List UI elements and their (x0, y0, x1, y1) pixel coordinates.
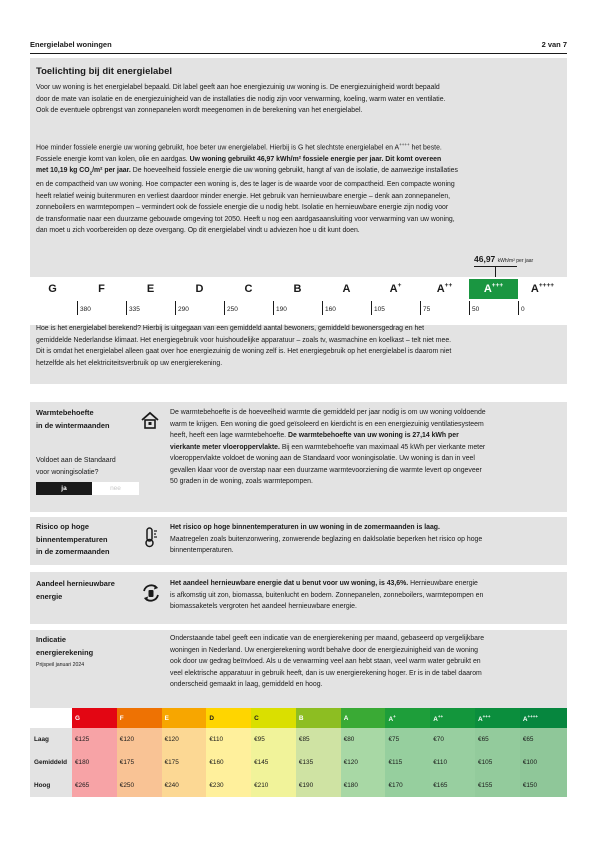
answer-no: nee (92, 482, 139, 495)
scale-threshold: 75 (423, 306, 431, 313)
table-cell: €110 (430, 751, 475, 774)
scale-label-10: A+++ (469, 279, 518, 299)
table-cell: €265 (72, 774, 117, 797)
scale-tick (273, 301, 274, 315)
intro-paragraph-1: Voor uw woning is het energielabel bepaald. Dit label geeft aan hoe energiezuinig uw woning is. De energiezuinigheid wordt bepaald door de mate van isolatie en de energiezuinigheid van de installaties die nodig zijn voor verwarming, koeling, warm water en ventilatie. Ook de eventuele opbrengst van zonnepanelen wordt meegenomen in de berekening van het energielabel. (36, 84, 446, 114)
table-column-header: A++++ (520, 708, 567, 728)
scale-tick (224, 301, 225, 315)
table-cell: €175 (117, 751, 162, 774)
scale-tick (126, 301, 127, 315)
scale-threshold: 105 (374, 306, 385, 313)
explanation-panel (30, 58, 567, 384)
table-cell: €100 (520, 751, 567, 774)
energy-bill-title: Indicatie energierekening (36, 635, 94, 657)
table-cell: €175 (162, 751, 207, 774)
energy-bill-table (30, 708, 567, 797)
scale-label-9: A++ (436, 282, 453, 295)
thermometer-icon (140, 526, 160, 553)
scale-tick (469, 301, 470, 315)
intro-paragraph-2: Hoe minder fossiele energie uw woning gebruikt, hoe beter uw energielabel. Hierbij is G het slechtste energielabel en A++++ het beste. Fossiele energie komt van kolen, olie en aardgas. Uw woning gebruikt 46,97 kWh/m² fossiele energie per jaar. Dit komt overeen met 10,19 kg $CO_2/m^2$ per jaar. De hoeveelheid fossiele energie die uw woning gebruikt, hangt af van de isolatie, de aanwezige installaties en de compactheid van uw woning. Hoe compacter een woning is, des te lager is de waarde voor de compactheid. Een compacte woning heeft relatief weinig buitenmuren en verliest daardoor minder energie. Het gebruik van hernieuwbare energie – denk aan zonnepanelen, zonneboilers en warmtepompen – vermindert ook de fossiele energie die u nodig hebt. Isolatie en hernieuwbare energie zijn nodig voor de transformatie naar een duurzame gebouwde omgeving tot 2050. Heeft u nog een aardgasaansluiting voor verwarming van uw woning, dan moet u zich voorbereiden op deze overgang. Op dit energielabel vindt u adviezen hoe u dit kunt doen. (36, 142, 458, 235)
row-label: Hoog (30, 774, 72, 797)
scale-tick (420, 301, 421, 315)
scale-threshold: 290 (178, 306, 189, 313)
table-cell: €115 (385, 751, 430, 774)
table-cell: €150 (520, 774, 567, 797)
table-cell: €160 (206, 751, 251, 774)
table-column-header: G (72, 708, 117, 728)
table-column-header: C (251, 708, 296, 728)
table-cell: €250 (117, 774, 162, 797)
scale-threshold: 50 (472, 306, 480, 313)
table-column-header: A+++ (475, 708, 520, 728)
standard-question: Voldoet aan de Standaard voor woningisolatie? (36, 457, 116, 476)
answer-yes: ja (36, 482, 92, 495)
table-row (30, 728, 567, 751)
heat-demand-title: Warmtebehoefte in de wintermaanden (36, 408, 110, 430)
page-number: 2 van 7 (541, 40, 567, 49)
table-column-header: E (162, 708, 207, 728)
table-cell: €95 (251, 728, 296, 751)
scale-tick (371, 301, 372, 315)
renewable-energy-description: Het aandeel hernieuwbare energie dat u benut voor uw woning, is 43,6%. Hernieuwbare energie is afkomstig uit zon, biomassa, buitenlucht en bodem. Zonnepanelen, zonneboilers, warmtepompen en biomassaketels vergroten het aandeel hernieuwbare energie. (170, 580, 484, 610)
scale-label-4: D (195, 283, 204, 295)
document-title: Energielabel woningen (30, 40, 112, 49)
table-column-header: A (341, 708, 386, 728)
scale-tick (518, 301, 519, 315)
scale-threshold: 250 (227, 306, 238, 313)
table-cell: €120 (162, 728, 207, 751)
house-heat-icon (140, 410, 160, 435)
table-cell: €110 (206, 728, 251, 751)
energy-use-value: 46,97 kWh/m² per jaar (474, 254, 534, 264)
page-header (30, 40, 567, 49)
scale-threshold: 335 (129, 306, 140, 313)
overheating-risk-description: Het risico op hoge binnentemperaturen in uw woning in de zomermaanden is laag. Maatregelen zoals buitenzonwering, zonwerende beglazing en daklsolatie beperken het risico op hoge binnentemperaturen. (170, 524, 483, 554)
scale-label-1: G (48, 283, 57, 295)
overheating-risk-title: Risico op hoge binnentemperaturen in de zomermaanden (36, 522, 110, 556)
heat-demand-section (30, 402, 567, 512)
table-column-header: B (296, 708, 341, 728)
scale-label-5: C (244, 283, 253, 295)
scale-tick (175, 301, 176, 315)
energy-bill-section (30, 630, 567, 708)
table-cell: €230 (206, 774, 251, 797)
table-cell: €145 (251, 751, 296, 774)
scale-threshold: 190 (276, 306, 287, 313)
standard-answer-toggle (36, 482, 139, 495)
scale-tick (322, 301, 323, 315)
scale-label-6: B (293, 283, 302, 295)
table-cell: €65 (520, 728, 567, 751)
table-cell: €135 (296, 751, 341, 774)
table-cell: €105 (475, 751, 520, 774)
table-row (30, 774, 567, 797)
table-cell: €210 (251, 774, 296, 797)
table-cell: €190 (296, 774, 341, 797)
calculation-paragraph: Hoe is het energielabel berekend? Hierbij is uitgegaan van een gemiddeld aantal bewoners, gemiddeld bewonersgedrag en het gemiddelde Nederlandse klimaat. Het energiegebruik voor huishoudelijke apparatuur – zoals tv, wasmachine en koelkast – telt niet mee. Dit is omdat het energielabel alleen gaat over hoe energiezuinig de woning zelf is. Het energiegebruik op het energielabel is daarom niet hetzelfde als het elektriciteitsverbruik op uw energierekening. (36, 325, 452, 367)
table-cell: €120 (117, 728, 162, 751)
table-cell: €65 (475, 728, 520, 751)
scale-threshold: 0 (521, 306, 525, 313)
table-cell: €85 (296, 728, 341, 751)
scale-label-3: E (146, 283, 155, 295)
table-cell: €165 (430, 774, 475, 797)
row-label: Laag (30, 728, 72, 751)
heat-demand-description: De warmtebehoefte is de hoeveelheid warmte die gemiddeld per jaar nodig is om uw woning voldoende warm te krijgen. Een woning die goed geïsoleerd en kierdicht is en een energiezuinig ventilatiesysteem heeft, heeft een lage warmtebehoefte. De warmtebehoefte van uw woning is 27,14 kWh per vierkante meter vloeroppervlakte. Bij een warmtebehoefte van maximaal 45 kWh per vierkante meter vloeroppervlakte voldoet de woning aan de Standaard voor woningisolatie. Uw woning is dan in veel gevallen klaar voor de overstap naar een duurzame warmtevoorziening die warmte levert op ongeveer 50 graden in de woning, zoals warmtepompen. (170, 409, 486, 485)
scale-tick (77, 301, 78, 315)
header-divider (30, 53, 567, 54)
price-level-note: Prijspeil januari 2024 (36, 662, 85, 668)
table-cell: €155 (475, 774, 520, 797)
scale-threshold: 160 (325, 306, 336, 313)
scale-label-11: A++++ (530, 282, 555, 295)
energy-bill-description: Onderstaande tabel geeft een indicatie van de energierekening per maand, gebaseerd op vergelijkbare woningen in Nederland. Uw energierekening wordt behalve door de energiezuinigheid van de woning ook door uw gedrag beïnvloed. Als u de verwarming veel aan hebt staan, veel warm water gebruikt en veel elektrische apparatuur in gebruik heeft, dan is uw energierekening hoger. Er is in de tabel daarom onderscheid gemaakt in laag, gemiddeld en hoog. (170, 635, 485, 688)
explanation-heading: Toelichting bij dit energielabel (36, 66, 173, 77)
table-column-header: A++ (430, 708, 475, 728)
renewable-cycle-icon (140, 582, 162, 609)
table-cell: €240 (162, 774, 207, 797)
table-column-header: D (206, 708, 251, 728)
table-cell: €120 (341, 751, 386, 774)
table-cell: €180 (72, 751, 117, 774)
scale-label-7: A (342, 283, 351, 295)
scale-threshold: 380 (80, 306, 91, 313)
row-label: Gemiddeld (30, 751, 72, 774)
table-cell: €125 (72, 728, 117, 751)
table-column-header: F (117, 708, 162, 728)
renewable-energy-section (30, 572, 567, 624)
table-column-header: A+ (385, 708, 430, 728)
renewable-energy-title: Aandeel hernieuwbare energie (36, 579, 115, 601)
table-cell: €170 (385, 774, 430, 797)
overheating-risk-section (30, 517, 567, 565)
table-cell: €75 (385, 728, 430, 751)
scale-label-8: A+ (389, 282, 402, 295)
table-cell: €80 (341, 728, 386, 751)
table-row (30, 751, 567, 774)
table-cell: €180 (341, 774, 386, 797)
scale-label-2: F (98, 283, 105, 295)
table-cell: €70 (430, 728, 475, 751)
